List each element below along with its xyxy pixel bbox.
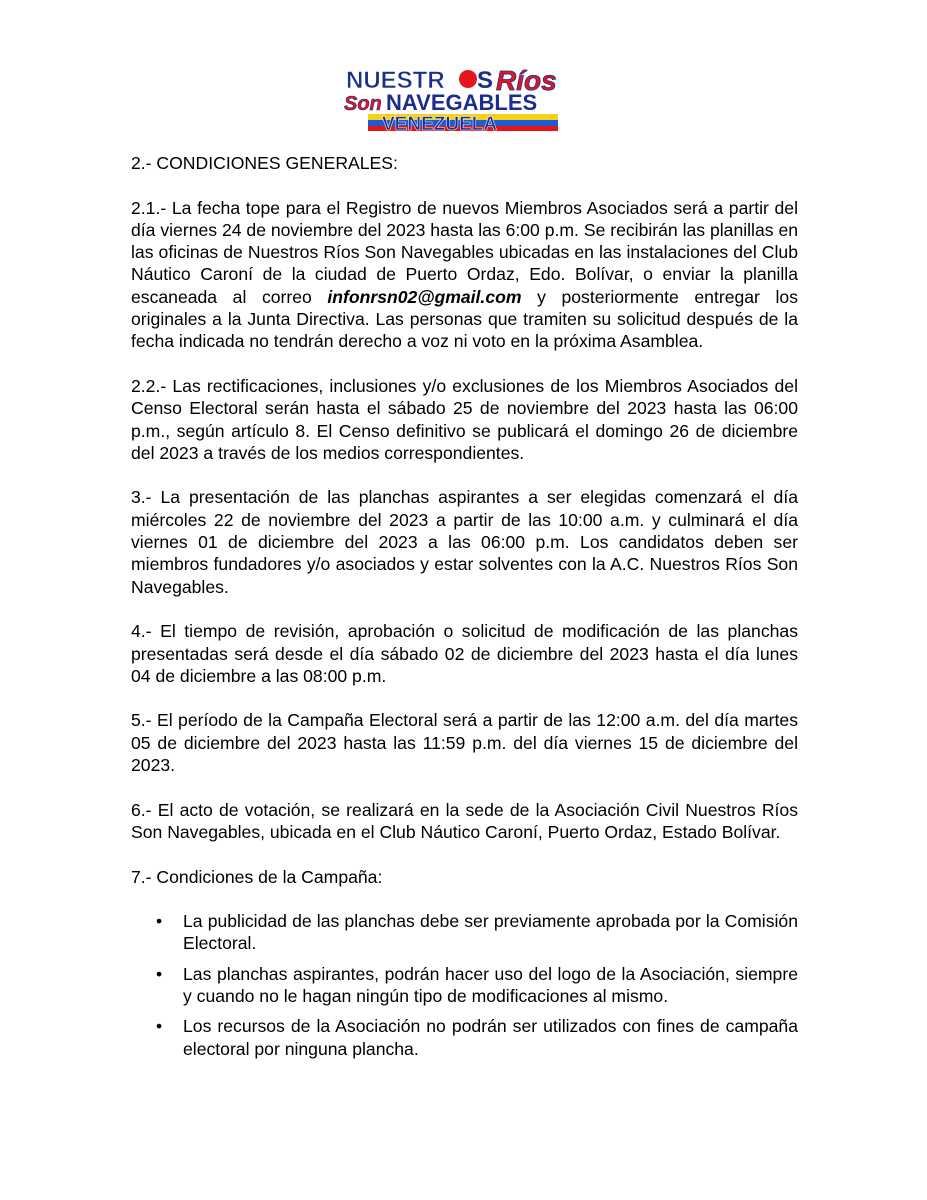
section-heading: 2.- CONDICIONES GENERALES: xyxy=(131,153,398,173)
paragraph-2-1 xyxy=(131,197,798,353)
bullet-icon: • xyxy=(156,911,163,932)
logo-word-rios: Ríos xyxy=(496,66,557,96)
list-item-text: La publicidad de las planchas debe ser previamente aprobada por la Comisión Electoral. xyxy=(183,911,798,954)
list-item xyxy=(131,910,798,955)
list-item-text: Los recursos de la Asociación no podrán ser utilizados con fines de campaña electoral por ninguna plancha. xyxy=(183,1016,798,1059)
paragraph-2-1-text-b: y posteriormente entregar los originales a la Junta Directiva. Las personas que tramiten su solicitud después de la fecha indicada no tendrán derecho a voz ni voto en la próxima Asamblea. xyxy=(131,286,798,352)
logo-word-son: Son xyxy=(344,93,382,115)
organization-logo xyxy=(340,66,576,132)
paragraph-2-1-text-a: 2.1.- La fecha tope para el Registro de nuevos Miembros Asociados será a partir del día viernes 24 de noviembre del 2023 hasta las 6:00 p.m. Se recibirán las planillas en las oficinas de Nuestros Ríos Son Navegables ubicadas en las instalaciones del Club Náutico Caroní de la ciudad de Puerto Ordaz, Edo. Bolívar, o enviar la planilla escaneada al correo xyxy=(131,197,799,307)
paragraph-7-heading: 7.- Condiciones de la Campaña: xyxy=(131,866,383,887)
paragraph-5: 5.- El período de la Campaña Electoral será a partir de las 12:00 a.m. del día martes 05 de diciembre del 2023 hasta las 11:59 p.m. del día viernes 15 de diciembre del 2023. xyxy=(131,710,798,776)
campaign-conditions-list xyxy=(131,910,798,1060)
logo-letter-s: S xyxy=(477,67,494,94)
paragraph-6: 6.- El acto de votación, se realizará en la sede de la Asociación Civil Nuestros Ríos Son Navegables, ubicada en el Club Náutico Caroní, Puerto Ordaz, Estado Bolívar. xyxy=(131,799,798,842)
list-item xyxy=(131,1015,798,1060)
logo-o-circle xyxy=(459,70,477,88)
paragraph-3: 3.- La presentación de las planchas aspirantes a ser elegidas comenzará el día miércoles 22 de noviembre del 2023 a partir de las 10:00 a.m. y culminará el día viernes 01 de diciembre del 2023 a las 06:00 p.m. Los candidatos deben ser miembros fundadores y/o asociados y estar solventes con la A.C. Nuestros Ríos Son Navegables. xyxy=(131,487,798,597)
logo-word-nuestr: NUESTR xyxy=(346,67,445,94)
bullet-icon: • xyxy=(156,1016,163,1037)
list-item xyxy=(131,963,798,1008)
document-body xyxy=(131,152,798,1068)
bullet-icon: • xyxy=(156,963,163,984)
paragraph-2-2: 2.2.- Las rectificaciones, inclusiones y/o exclusiones de los Miembros Asociados del Censo Electoral serán hasta el sábado 25 de noviembre del 2023 hasta las 06:00 p.m., según artículo 8. El Censo definitivo se publicará el domingo 26 de diciembre del 2023 a través de los medios correspondientes. xyxy=(131,375,798,463)
logo-word-venezuela: VENEZUELA xyxy=(382,114,498,132)
email-address: infonrsn02@gmail.com xyxy=(327,286,522,307)
paragraph-4: 4.- El tiempo de revisión, aprobación o solicitud de modificación de las planchas presentadas será desde el día sábado 02 de diciembre del 2023 hasta el día lunes 04 de diciembre a las 08:00 p.m. xyxy=(131,621,798,686)
list-item-text: Las planchas aspirantes, podrán hacer uso del logo de la Asociación, siempre y cuando no le hagan ningún tipo de modificaciones al mismo. xyxy=(183,963,798,1006)
logo-word-navegables: NAVEGABLES xyxy=(386,90,538,115)
